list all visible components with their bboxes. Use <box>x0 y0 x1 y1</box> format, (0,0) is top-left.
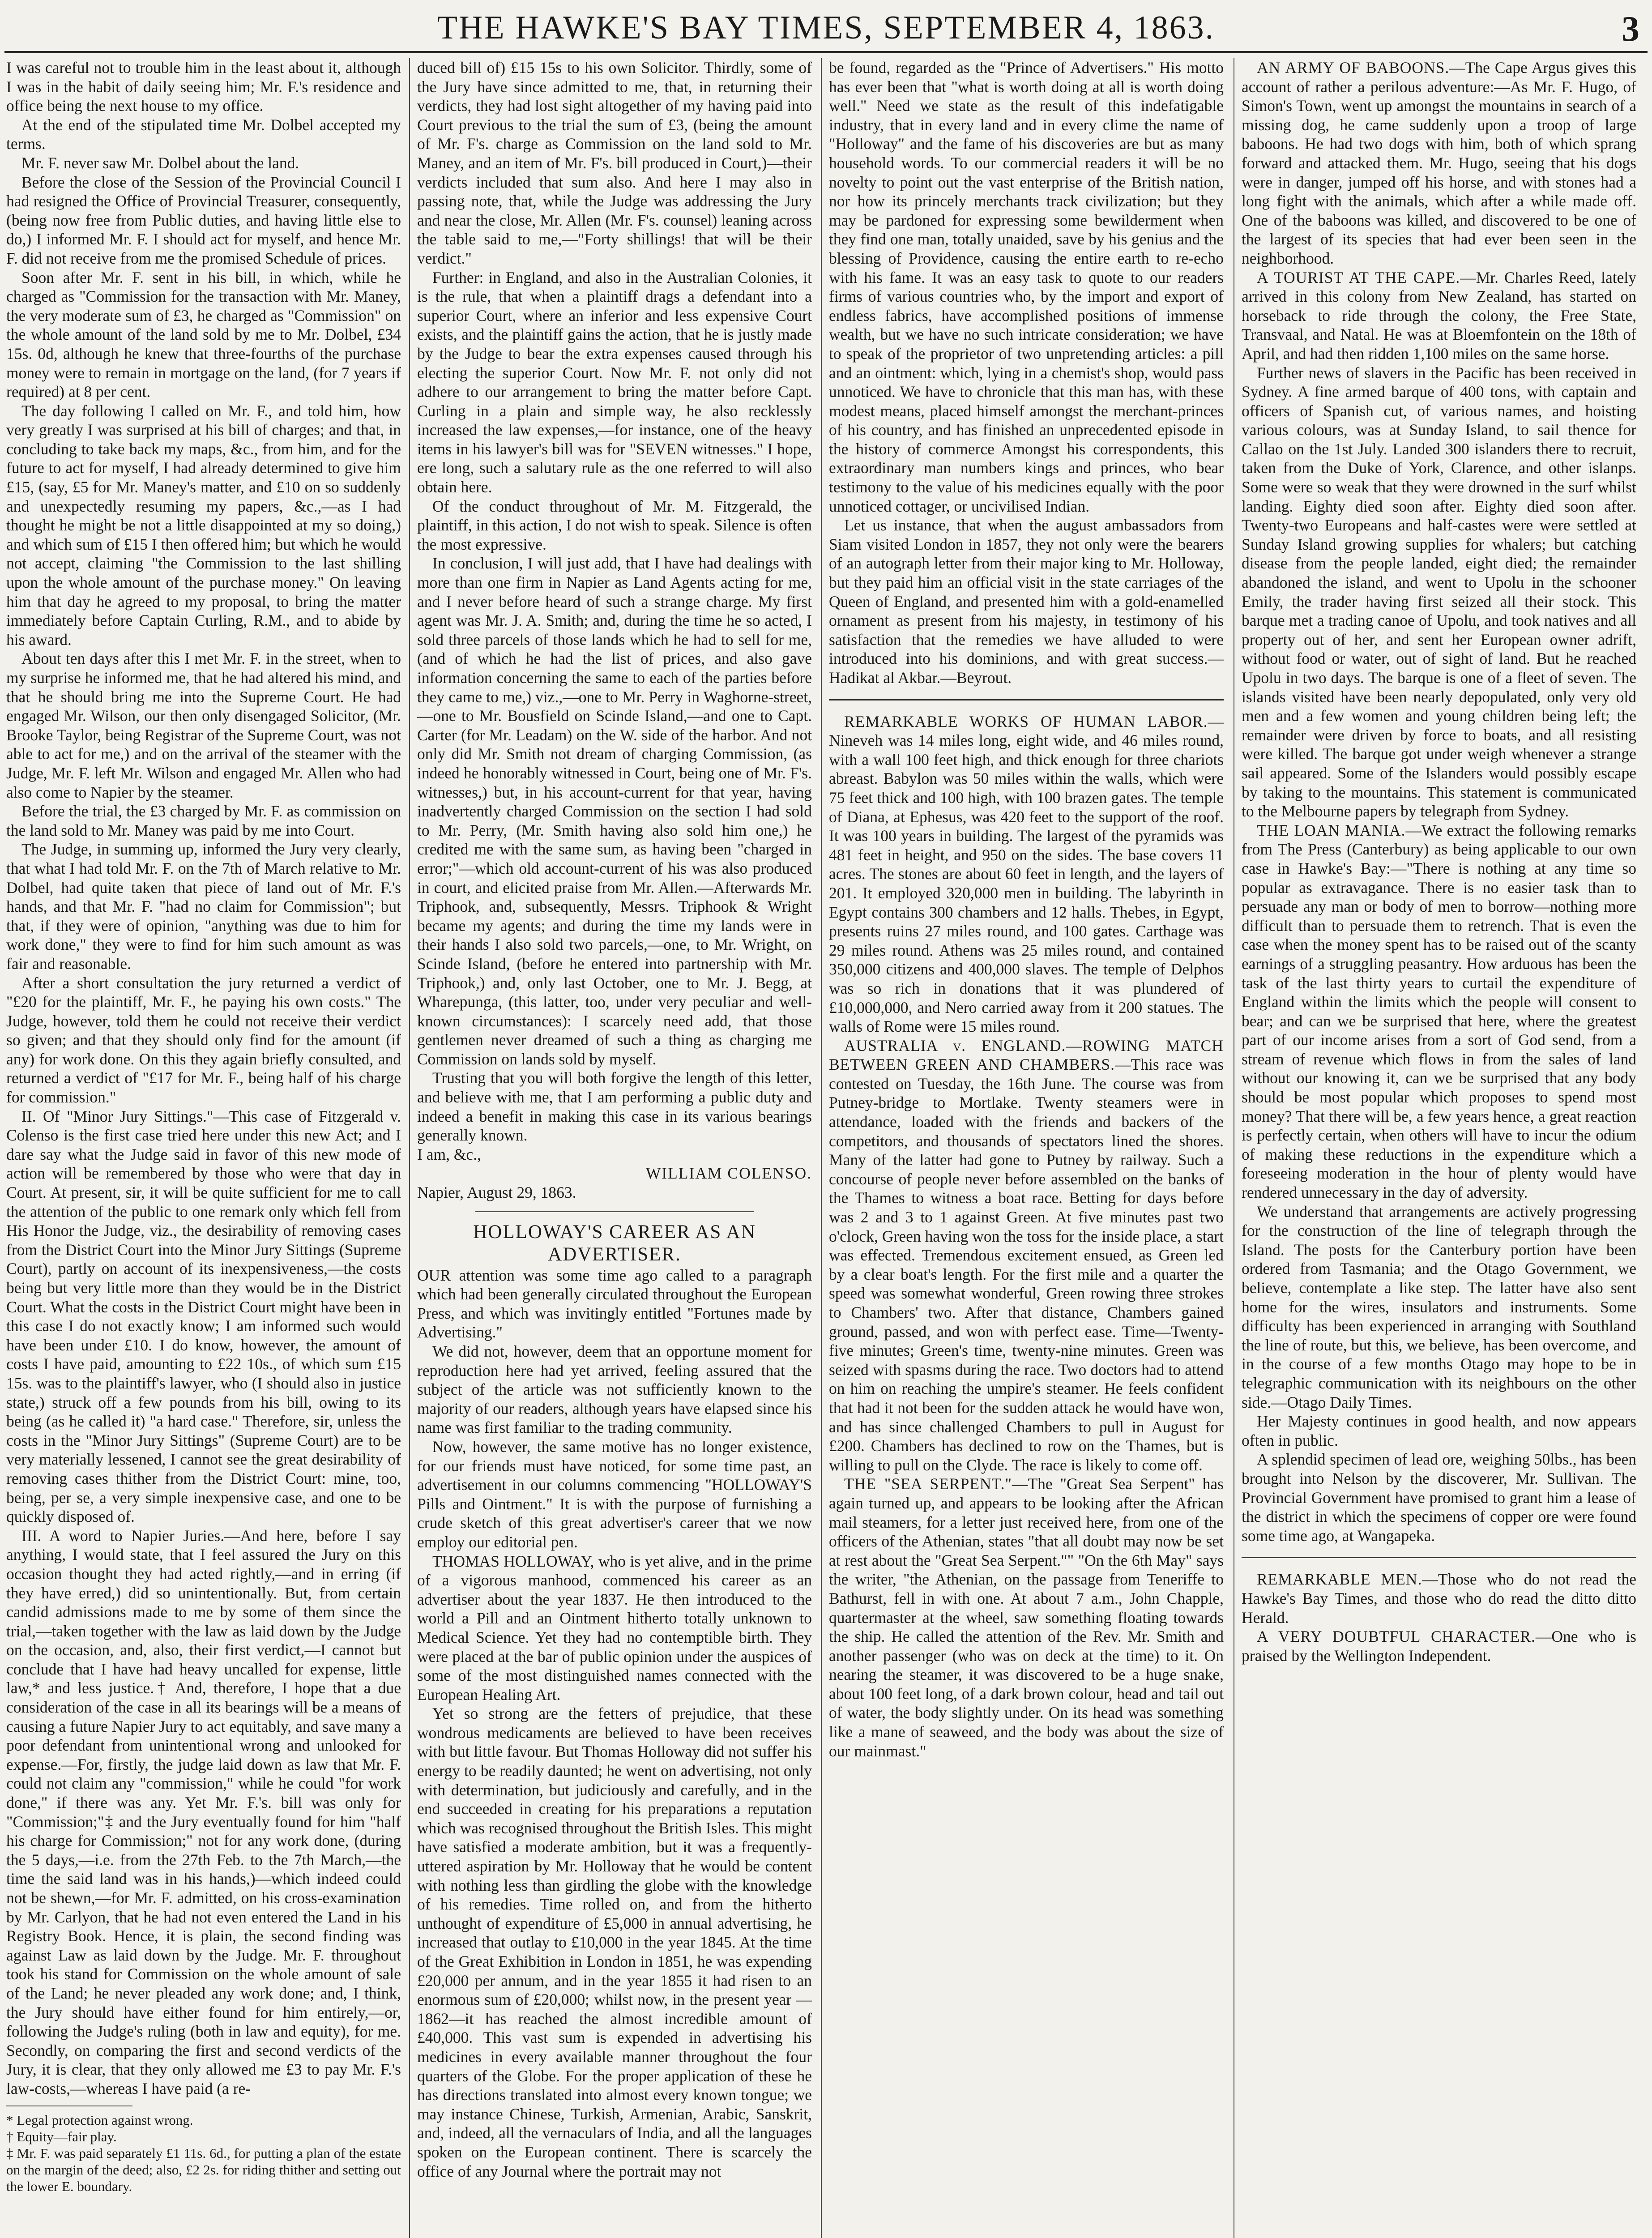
place-date: Napier, August 29, 1863. <box>417 1183 576 1202</box>
column-divider <box>409 58 410 2238</box>
article-paragraph <box>1242 1627 1636 1665</box>
paragraph: After a short consultation the jury returned a verdict of "£20 for the plaintiff, Mr. F., he paying his own costs." The Judge, however, told them he could not receive their verdict so given; and that they should only find for the amount (if any) for work done. On this they again briefly consulted, and returned a verdict of "£17 for Mr. F., being half of his charge for commission." <box>6 974 401 1106</box>
article-text: —Mr. Charles Reed, lately arrived in this colony from New Zealand, has started on horseback to ride through the colony, the Free State, Transvaal, and Natal. He was at Bloemfontein on the 18th of April, and had then ridden 1,100 miles on the same horse. <box>1242 268 1636 363</box>
paragraph: In conclusion, I will just add, that I have had dealings with more than one firm in Napier as Land Agents acting for me, and I never before heard of such a strange charge. My first agent was Mr. J. A. Smith; and, during the time he so acted, I sold three parcels of those lands which he had to sell for me, (and of which he had the list of prices, and also gave information concerning the same to each of the parties before they came to me,) viz.,—one to Mr. Perry in Waghorne-street, —one to Mr. Bousfield on Scinde Island,—and one to Capt. Carter (for Mr. Leadam) on the W. side of the harbor. And not only did Mr. Smith not dream of charging Commission, (as indeed he honorably witnessed in Court, being one of Mr. F's. witnesses,) but, in his account-current for that year, having inadvertently charged Commission on the section I had sold to Mr. Perry, (Mr. Smith having also sold him one,) he credited me with the same sum, as having been "charged in error;"—which old account-current of his was also produced in court, and elicited praise from Mr. Allen.—Afterwards Mr. Triphook, and, subsequently, Messrs. Triphook & Wright became my agents; and during the time my lands were in their hands I also sold two parcels,—one, to Mr. Wright, on Scinde Island, (before he entered into partnership with Mr. Triphook,) and, only last October, one to Mr. J. Begg, at Wharepunga, (this latter, too, under very peculiar and well-known circumstances): I scarcely need add, that those gentlemen never dreamed of such a thing as charging me Commission on lands sold by myself. <box>417 554 812 1068</box>
paragraph: Now, however, the same motive has no longer existence, for our friends must have noticed, for some time past, an advertisement in our columns commencing "HOLLOWAY'S Pills and Ointment." It is with the purpose of furnishing a crude sketch of this great advertiser's career that we now employ our editorial pen. <box>417 1437 812 1551</box>
article-heading: THE "SEA SERPENT." <box>844 1475 1012 1493</box>
article-heading: A TOURIST AT THE CAPE. <box>1257 268 1460 286</box>
article-divider <box>475 1211 754 1212</box>
article-text: —We extract the following remarks from The Press (Canterbury) as being applicable to our own case in Hawke's Bay:—"There is nothing at any time so popular as extravagance. There is no easier task than to persuade any man or body of men to borrow—nothing more difficult than to persuade them to retrench. That is even the case when the money spent has to be raised out of the scanty earnings of a struggling peasantry. How arduous has been the task of the last thirty years to curtail the expenditure of England within the limits which the people will consent to bear; and can we be surprised that here, where the greatest part of our income arises from a sort of God send, from a stream of revenue which flows in from the sales of land without our knowing it, can we be surprised that any body should be most popular which proposes to spend most money? That there will be, a few years hence, a great reaction is perfectly certain, when others will have to incur the odium of making these reductions in the expenditure which a foreseeing moderation in the hour of plenty would have rendered unnecessary in the day of adversity. <box>1242 821 1636 1202</box>
article-heading: HOLLOWAY'S CAREER AS AN ADVERTISER. <box>473 1221 756 1265</box>
paragraph: Further: in England, and also in the Australian Colonies, it is the rule, that when a plaintiff drags a defendant into a superior Court, where an inferior and less expensive Court exists, and the plaintiff gains the action, that he is justly made by the Judge to bear the extra expenses caused through his electing the superior Court. Now Mr. F. not only did not adhere to our arrangement to bring the matter before Capt. Curling in a plain and simple way, he also recklessly increased the law expenses,—for instance, one of the heavy items in his lawyer's bill was for "SEVEN witnesses." I hope, ere long, such a salutary rule as the one referred to will also obtain here. <box>417 268 812 496</box>
paragraph: I was careful not to trouble him in the least about it, although I was in the habit of daily seeing him; Mr. F.'s residence and office being the next house to my office. <box>6 59 401 115</box>
newspaper-columns <box>6 58 1640 2238</box>
article-heading: THE LOAN MANIA. <box>1257 821 1406 839</box>
article-heading: REMARKABLE WORKS OF HUMAN LABOR. <box>844 712 1208 730</box>
paragraph: Her Majesty continues in good health, and now appears often in public. <box>1242 1412 1636 1449</box>
article-paragraph <box>829 1036 1224 1475</box>
article-heading: AN ARMY OF BABOONS. <box>1257 59 1450 77</box>
paragraph: Yet so strong are the fetters of prejudice, that these wondrous medicaments are believed to have been receives with but little favour. But Thomas Holloway did not suffer his energy to be readily daunted; he went on advertising, not only with determination, but judiciously and carefully, and in the end succeeded in creating for his preparations a reputation which was recognised throughout the British Isles. This might have satisfied a moderate ambition, but it was a frequently-uttered aspiration by Mr. Holloway that he would be content with nothing less than girdling the globe with the knowledge of his remedies. Time rolled on, and from the hitherto unthought of expenditure of £5,000 in annual advertising, he increased that outlay to £10,000 in the year 1845. At the time of the Great Exhibition in London in 1851, he was expending £20,000 per annum, and in the year 1855 it had risen to an enormous sum of £20,000; whilst now, in the present year —1862—it has reached the almost incredible amount of £40,000. This vast sum is expended in advertising his medicines in every available manner throughout the four quarters of the Globe. For the proper application of these he has directions translated into almost every known tongue; we may instance Chinese, Turkish, Armenian, Arabic, Sanskrit, and, indeed, all the vernaculars of India, and all the languages spoken on the European continent. There is scarcely the office of any Journal where the portrait may not <box>417 1704 812 2180</box>
paragraph: At the end of the stipulated time Mr. Dolbel accepted my terms. <box>6 115 401 153</box>
column-2 <box>417 58 812 2238</box>
paragraph: The Judge, in summing up, informed the Jury very clearly, that what I had told Mr. F. on the 7th of March relative to Mr. Dolbel, had quite taken that piece of land out of Mr. F.'s hands, and that Mr. F. "had no claim for Commission"; but that, if they were of opinion, "anything was due to him for work done," they were to find for him such amount as was fair and reasonable. <box>6 840 401 973</box>
masthead-rule <box>4 51 1648 53</box>
article-paragraph <box>1242 58 1636 268</box>
paragraph: About ten days after this I met Mr. F. in the street, when to my surprise he informed me, that he had altered his mind, and that he should bring me into the Supreme Court. He had engaged Mr. Wilson, our then only disengaged Solicitor, (Mr. Brooke Taylor, being Registrar of the Supreme Court, was not able to act for me,) and on the arrival of the steamer with the Judge, Mr. F. left Mr. Wilson and engaged Mr. Allen who had also come to Napier by the steamer. <box>6 649 401 801</box>
paragraph: Let us instance, that when the august ambassadors from Siam visited London in 1857, they not only were the bearers of an autograph letter from their major king to Mr. Holloway, but they paid him an official visit in the state carriages of the Queen of England, and presented him with a gold-enamelled ornament as present from his majesty, in testimony of his satisfaction that the remedies we have alluded to were introduced into his dominions, and with great success.—Hadikat al Akbar.—Beyrout. <box>829 516 1224 687</box>
paragraph: A splendid specimen of lead ore, weighing 50lbs., has been brought into Nelson by the discoverer, Mr. Sullivan. The Provincial Government have promised to grant him a lease of the district in which the specimens of copper ore were found some time ago, at Wangapeka. <box>1242 1450 1636 1545</box>
article-paragraph <box>1242 268 1636 363</box>
page-number: 3 <box>1622 9 1639 49</box>
newspaper-title: THE HAWKE'S BAY TIMES, SEPTEMBER 4, 1863. <box>437 9 1215 46</box>
paragraph: Before the trial, the £3 charged by Mr. F. as commission on the land sold to Mr. Maney was paid by me into Court. <box>6 802 401 839</box>
article-text: —Those who do not read the Hawke's Bay Times, and those who do read the ditto ditto Herald. <box>1242 1570 1636 1627</box>
paragraph: Of the conduct throughout of Mr. M. Fitzgerald, the plaintiff, in this action, I do not wish to speak. Silence is often the most expressive. <box>417 497 812 553</box>
article-text: —Nineveh was 14 miles long, eight wide, and 46 miles round, with a wall 100 feet high, and thick enough for three chariots abreast. Babylon was 50 miles within the walls, which were 75 feet thick and 100 high, with 100 brazen gates. The temple of Diana, at Ephesus, was 420 feet to the support of the roof. It was 100 years in building. The largest of the pyramids was 481 feet in height, and 950 on the sides. The base covers 11 acres. The stones are about 60 feet in length, and the layers of 201. It employed 320,000 men in building. The labyrinth in Egypt contains 300 chambers and 12 halls. Thebes, in Egypt, presents ruins 27 miles round, and 100 gates. Carthage was 29 miles round. Athens was 25 miles round, and contained 350,000 citizens and 400,000 slaves. The temple of Delphos was so rich in donations that it was plundered of £10,000,000, and Nero carried away from it 200 statues. The walls of Rome were 15 miles round. <box>829 712 1224 1036</box>
article-text: —The Cape Argus gives this account of rather a perilous adventure:—As Mr. F. Hugo, of Simon's Town, went up amongst the mountains in search of a missing dog, he came suddenly upon a troop of large baboons. He had two dogs with him, both of which sprang forward and attacked them. Mr. Hugo, seeing that his dogs were in danger, jumped off his horse, and with stones had a long fight with the animals, which after a while made off. One of the baboons was killed, and discovered to be one of the largest of its species that had ever been seen in the neighborhood. <box>1242 59 1636 267</box>
paragraph: duced bill of) £15 15s to his own Solicitor. Thirdly, some of the Jury have since admitted to me, that, in returning their verdicts, they had lost sight altogether of my having paid into Court previous to the trial the sum of £3, (being the amount of Mr. F's. charge as Commission on the land sold to Mr. Maney, and an item of Mr. F's. bill produced in Court,)—their verdicts included that sum also. And here I may also in passing note, that, while the Judge was addressing the Jury and near the close, Mr. Allen (Mr. F's. counsel) leaning across the table said to me,—"Forty shillings! that will be their verdict." <box>417 59 812 267</box>
sign-off: I am, &c., <box>417 1145 481 1163</box>
article-heading: AUSTRALIA v. ENGLAND.—ROWING MATCH BETWEEN GREEN AND CHAMBERS. <box>829 1036 1224 1074</box>
footnote: * Legal protection against wrong. <box>6 2112 193 2128</box>
article-text: —This race was contested on Tuesday, the 16th June. The course was from Putney-bridge to Mortlake. Twenty steamers were in attendance, loaded with the friends and backers of the competitors, and thousands of spectators lined the shores. Many of the latter had gone to Putney by railway. Such a concourse of people never before assembled on the banks of the Thames to witness a boat race. Betting for days before was 2 and 3 to 1 against Green. At five minutes past two o'clock, Green having won the toss for the inside place, a start was effected. Tremendous excitement ensued, as Green led by a clear boat's length. For the first mile and a quarter the speed was somewhat wonderful, Green rowing three strokes to Chambers' two. After that distance, Chambers gained ground, passed, and won with perfect ease. Time—Twenty-five minutes; Green's time, twenty-nine minutes. Green was seized with spasms during the race. Two doctors had to attend on him on reaching the umpire's steamer. He feels confident that had it not been for the sudden attack he would have won, and has since challenged Chambers to pull in August for £200. Chambers has declined to row on the Thames, but is willing to pull on the Clyde. The race is likely to come off. <box>829 1055 1224 1474</box>
paragraph: We understand that arrangements are actively progressing for the construction of the line of telegraph through the Island. The posts for the Canterbury portion have been ordered from Tasmania; and the Otago Government, we believe, contemplate a like step. The latter have also sent home for the wires, insulators and instruments. Some difficulty has been experienced in arranging with Southland the line of route, but this, we believe, has been overcome, and in the course of a few months Otago may hope to be in telegraphic communication with its neighbours on the other side.—Otago Daily Times. <box>1242 1202 1636 1411</box>
paragraph: The day following I called on Mr. F., and told him, how very greatly I was surprised at his bill of charges; and that, in concluding to take back my maps, &c., from him, and for the future to act for myself, I had already determined to give him £15, (say, £5 for Mr. Maney's matter, and £10 on so suddenly and unexpectedly resuming my papers, &c.,—as I had thought he might be not a little disappointed at my so doing,) and which sum of £15 I then offered him; but which he would not accept, claiming "the Commission to the last shilling upon the whole amount of the purchase money." On leaving him that day he agreed to my proposal, to bring the matter immediately before Captain Curling, R.M., and to abide by his award. <box>6 401 401 649</box>
paragraph: II. Of "Minor Jury Sittings."—This case of Fitzgerald v. Colenso is the first case tried here under this new Act; and I dare say what the Judge said in favor of this new mode of action will be remembered by those who were that day in Court. At present, sir, it will be quite sufficient for me to call the attention of the public to one remark only which fell from His Honor the Judge, viz., the desirability of removing cases from the District Court into the Minor Jury Sittings (Supreme Court), partly on account of its inexpensiveness,—the costs being but very little more than they would be in the District Court. What the costs in the District Court might have been in this case I do not exactly know; I am informed such would have been under £10. I do know, however, the amount of costs I have paid, amounting to £22 10s., of which sum £15 15s. was to the plaintiff's lawyer, who (I should also in justice state,) struck off a few pounds from his bill, owing to its being (as he called it) "a hard case." Therefore, sir, unless the costs in the "Minor Jury Sittings" (Supreme Court) are to be very materially lessened, I cannot see the great desirability of removing cases thither from the District Court: mine, too, being, per se, a very simple inexpensive case, and one to be quickly disposed of. <box>6 1107 401 1526</box>
column-4 <box>1242 58 1636 2238</box>
masthead <box>0 0 1652 54</box>
article-divider <box>1242 1557 1636 1558</box>
article-paragraph <box>1242 1570 1636 1627</box>
column-3 <box>829 58 1224 2238</box>
paragraph: OUR attention was some time ago called to a paragraph which had been generally circulated throughout the European Press, and which was invitingly entitled "Fortunes made by Advertising." <box>417 1266 812 1341</box>
article-paragraph <box>829 712 1224 1036</box>
paragraph: THOMAS HOLLOWAY, who is yet alive, and in the prime of a vigorous manhood, commenced his career as an advertiser about the year 1837. He then introduced to the world a Pill and an Ointment hitherto totally unknown to Medical Science. Yet they had no contemptible birth. They were placed at the bar of public opinion under the auspices of some of the most distinguished names connected with the European Healing Art. <box>417 1552 812 1704</box>
paragraph: Before the close of the Session of the Provincial Council I had resigned the Office of Provincial Treasurer, consequently, (being now free from Public duties, and having little else to do,) I informed Mr. F. I should act for myself, and hence Mr. F. did not receive from me the promised Schedule of prices. <box>6 173 401 267</box>
footnote: ‡ Mr. F. was paid separately £1 11s. 6d., for putting a plan of the estate on the margin of the deed; also, £2 2s. for riding thither and setting out the lower E. boundary. <box>6 2145 401 2194</box>
article-paragraph <box>829 1474 1224 1760</box>
paragraph: Further news of slavers in the Pacific has been received in Sydney. A fine armed barque of 400 tons, with captain and officers of Spanish cut, of various names, and hoisting various colours, was at Sunday Island, to sail thence for Callao on the 1st July. Landed 300 islanders there to recruit, taken from the Duke of York, Clarence, and other islanps. Some were so weak that they were drowned in the surf whilst landing. Eighty died soon after. Eighty died soon after. Twenty-two Europeans and half-castes were were settled at Sunday Island growing supplies for whalers; but catching disease from the people landed, eight died; the remainder abandoned the island, and went to Upolu in the schooner Emily, the trader having first seized all their stock. This barque met a trading canoe of Upolu, and took natives and all property out of her, and sent her European owner adrift, without food or water, out of sight of land. But he reached Upolu in two days. The barque is one of a fleet of seven. The islands visited have been nearly depopulated, only very old men and a few women and young children being left; the remainder were driven by force to boats, and all resisting were killed. The barque got under weigh whenever a strange sail appeared. Some of the Islanders would possibly escape by taking to the mountains. This statement is communicated to the Melbourne papers by telegraph from Sydney. <box>1242 363 1636 820</box>
article-heading: REMARKABLE MEN. <box>1257 1570 1422 1589</box>
footnote: † Equity—fair play. <box>6 2128 117 2144</box>
column-divider <box>821 58 822 2238</box>
paragraph: be found, regarded as the "Prince of Advertisers." His motto has ever been that "what is worth doing at all is worth doing well." Need we state as the result of this indefatigable industry, that in every land and in every clime the name of "Holloway" and the fame of his discoveries are but as many household words. To our commercial readers it will be no novelty to point out the vast enterprise of the British nation, nor how its princely merchants track civilization; but they may be pardoned for expressing some bewilderment when they find one man, totally unaided, save by his genius and the blessing of Providence, causing the entire earth to re-echo with his fame. It was an easy task to quote to our readers firms of various countries who, by the import and export of endless fabrics, have accomplished positions of immense wealth, but we have no such intricate consideration; we have to speak of the proprietor of two unpretending articles: a pill and an ointment: which, lying in a chemist's shop, would pass unnoticed. We have to chronicle that this man has, with these modest means, placed himself amongst the merchant-princes of his country, and has finished an unprecedented episode in the history of commerce Amongst his correspondents, this extraordinary man numbers kings and princes, who bear testimony to the value of his medicines equally with the poor unnoticed cottager, or uncivilised Indian. <box>829 59 1224 515</box>
article-divider <box>829 699 1224 700</box>
article-text: —One who is praised by the Wellington Independent. <box>1242 1627 1636 1665</box>
paragraph: Trusting that you will both forgive the length of this letter, and believe with me, that I am performing a public duty and indeed a benefit in making this case in its various bearings generally known. <box>417 1069 812 1145</box>
paragraph: We did not, however, deem that an opportune moment for reproduction here had yet arrived, feeling assured that the subject of the article was not sufficiently known to the majority of our readers, although years have elapsed since his name was first familiar to the trading community. <box>417 1342 812 1437</box>
article-text: —The "Great Sea Serpent" has again turned up, and appears to be looking after the African mail steamers, for a letter just received here, from one of the officers of the Athenian, states "that all doubt may now be set at rest about the "Great Sea Serpent."" "On the 6th May" says the writer, "the Athenian, on the passage from Teneriffe to Bathurst, fell in with one. At about 7 a.m., John Chapple, quartermaster at the wheel, saw something floating towards the ship. He called the attention of the Rev. Mr. Smith and another passenger (who was on deck at the time) to it. On nearing the steamer, it was discovered to be a huge snake, about 100 feet long, of a dark brown colour, head and tail out of water, the body slightly under. On its head was something like a mane of seaweed, and the body was about the size of our mainmast." <box>829 1475 1224 1760</box>
article-heading: A VERY DOUBTFUL CHARACTER. <box>1257 1627 1536 1646</box>
paragraph: Soon after Mr. F. sent in his bill, in which, while he charged as "Commission for the transaction with Mr. Maney, the very moderate sum of £3, he charged as "Commission" on the whole amount of the land sold by me to Mr. Dolbel, £34 15s. 0d, although he knew that three-fourths of the purchase money were to remain in mortgage on the land, (for 7 years if required) at 8 per cent. <box>6 268 401 401</box>
column-1 <box>6 58 401 2238</box>
paragraph: III. A word to Napier Juries.—And here, before I say anything, I would state, that I feel assured the Jury on this occasion thought they had acted rightly,—and in erring (if they have erred,) did so unintentionally. But, from certain candid admissions made to me by some of them since the trial,—taken together with the law as laid down by the Judge on the occasion, and, also, their first verdict,—I cannot but conclude that I have had heavy uncalled for expense, little law,* and less justice.† And, therefore, I hope that a due consideration of the case in all its bearings will be a means of causing a future Napier Jury to act equitably, and save many a poor defendant from unintentional wrong and unlooked for expense.—For, firstly, the judge laid down as law that Mr. F. could not claim any "commission," while he could "for work done," if there was any. Yet Mr. F.'s. bill was only for "Commission;"‡ and the Jury eventually found for him "half his charge for Commission;" not for any work done, (during the 5 days,—i.e. from the 27th Feb. to the 7th March,—the time the said land was in his hands,)—which indeed could not be shewn,—for Mr. F. admitted, on his cross-examination by Mr. Carlyon, that he had not even entered the Land in his Registry Book. Hence, it is plain, the second finding was against Law as laid down by the Judge. Mr. F. throughout took his stand for Commission on the whole amount of sale of the Land; he never pleaded any work done; and, I think, the Jury should have either found for him entirely,—or, following the Judge's ruling (both in law and equity), for me. Secondly, on comparing the first and second verdicts of the Jury, it is clear, that they only allowed me £3 to pay Mr. F.'s law-costs,—whereas I have paid (a re- <box>6 1526 401 2097</box>
paragraph: Mr. F. never saw Mr. Dolbel about the land. <box>21 154 299 172</box>
article-paragraph <box>1242 821 1636 1202</box>
signature: WILLIAM COLENSO. <box>645 1164 812 1183</box>
